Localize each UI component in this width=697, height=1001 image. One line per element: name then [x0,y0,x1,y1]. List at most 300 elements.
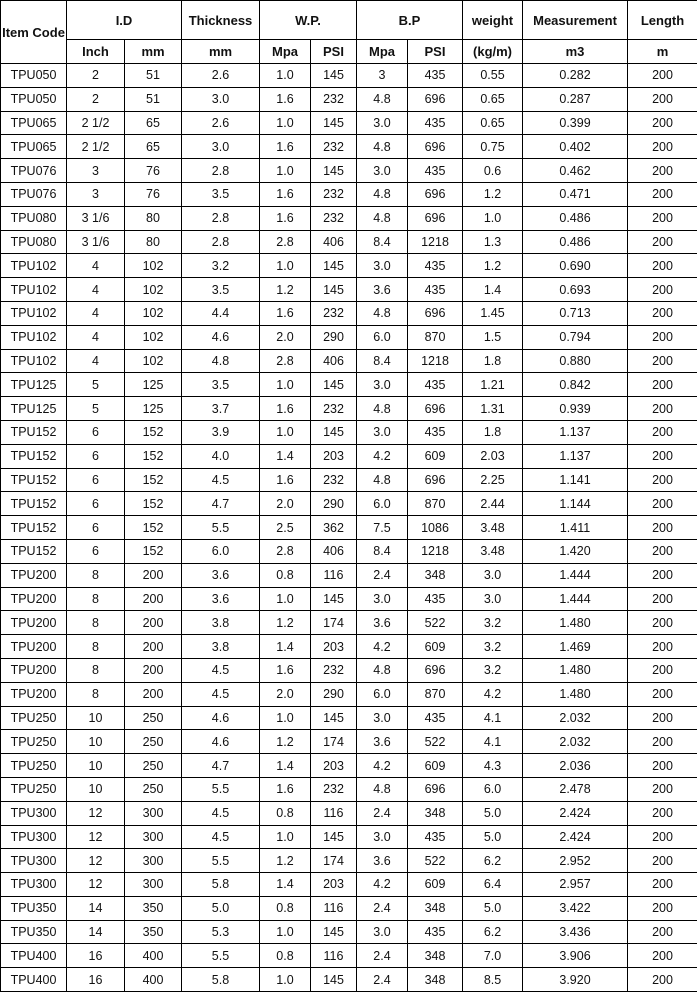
cell-id-mm: 200 [125,658,182,682]
cell-id-mm: 200 [125,611,182,635]
cell-item-code: TPU076 [1,182,67,206]
cell-measurement: 0.471 [523,182,628,206]
cell-id-inch: 8 [67,658,125,682]
cell-weight: 6.2 [463,920,523,944]
cell-length: 200 [628,492,697,516]
cell-weight: 5.0 [463,896,523,920]
cell-wp-mpa: 1.0 [260,825,311,849]
cell-id-mm: 102 [125,254,182,278]
table-row [1,111,697,135]
cell-id-mm: 152 [125,468,182,492]
cell-wp-psi: 232 [311,135,357,159]
cell-thickness-mm: 4.5 [182,825,260,849]
cell-bp-mpa: 4.2 [357,873,408,897]
cell-item-code: TPU200 [1,682,67,706]
header-bp: B.P [357,1,463,40]
cell-id-mm: 76 [125,159,182,183]
cell-id-mm: 80 [125,230,182,254]
cell-thickness-mm: 4.5 [182,801,260,825]
cell-weight: 4.1 [463,706,523,730]
cell-wp-mpa: 1.6 [260,182,311,206]
cell-bp-mpa: 6.0 [357,325,408,349]
cell-weight: 4.3 [463,754,523,778]
subheader-bp-psi: PSI [408,40,463,64]
header-weight: weight [463,1,523,40]
cell-measurement: 0.402 [523,135,628,159]
cell-bp-mpa: 2.4 [357,896,408,920]
cell-measurement: 1.411 [523,516,628,540]
cell-id-inch: 2 [67,87,125,111]
table-row [1,611,697,635]
cell-wp-mpa: 1.2 [260,278,311,302]
cell-id-mm: 200 [125,635,182,659]
cell-wp-mpa: 2.8 [260,539,311,563]
cell-wp-mpa: 1.2 [260,611,311,635]
cell-measurement: 1.469 [523,635,628,659]
cell-weight: 0.6 [463,159,523,183]
cell-length: 200 [628,849,697,873]
cell-thickness-mm: 2.8 [182,230,260,254]
cell-item-code: TPU250 [1,730,67,754]
cell-length: 200 [628,730,697,754]
cell-thickness-mm: 4.4 [182,301,260,325]
cell-id-mm: 400 [125,944,182,968]
cell-wp-mpa: 2.8 [260,230,311,254]
cell-weight: 1.31 [463,397,523,421]
cell-length: 200 [628,325,697,349]
cell-bp-mpa: 4.8 [357,87,408,111]
cell-bp-psi: 696 [408,206,463,230]
cell-thickness-mm: 3.5 [182,373,260,397]
table-row [1,492,697,516]
cell-thickness-mm: 4.0 [182,444,260,468]
cell-id-inch: 16 [67,944,125,968]
table-row [1,968,697,992]
table-row [1,373,697,397]
cell-wp-mpa: 1.0 [260,159,311,183]
cell-item-code: TPU102 [1,325,67,349]
cell-id-mm: 102 [125,325,182,349]
cell-length: 200 [628,516,697,540]
cell-id-mm: 300 [125,801,182,825]
cell-wp-mpa: 1.6 [260,777,311,801]
cell-bp-psi: 1086 [408,516,463,540]
table-row [1,64,697,88]
cell-measurement: 3.920 [523,968,628,992]
cell-bp-mpa: 8.4 [357,230,408,254]
cell-bp-psi: 435 [408,111,463,135]
cell-bp-mpa: 3 [357,64,408,88]
cell-wp-psi: 406 [311,349,357,373]
cell-weight: 1.2 [463,182,523,206]
cell-id-mm: 152 [125,444,182,468]
cell-item-code: TPU200 [1,587,67,611]
cell-length: 200 [628,611,697,635]
cell-bp-psi: 609 [408,754,463,778]
cell-id-inch: 12 [67,873,125,897]
cell-wp-psi: 232 [311,301,357,325]
cell-bp-mpa: 3.6 [357,730,408,754]
cell-weight: 7.0 [463,944,523,968]
cell-wp-psi: 174 [311,730,357,754]
cell-item-code: TPU102 [1,278,67,302]
cell-length: 200 [628,777,697,801]
cell-length: 200 [628,944,697,968]
cell-bp-psi: 435 [408,420,463,444]
cell-length: 200 [628,87,697,111]
cell-thickness-mm: 4.6 [182,706,260,730]
cell-wp-mpa: 1.0 [260,111,311,135]
cell-wp-psi: 145 [311,64,357,88]
cell-measurement: 0.486 [523,230,628,254]
cell-thickness-mm: 4.5 [182,468,260,492]
cell-id-mm: 65 [125,111,182,135]
cell-bp-mpa: 3.0 [357,373,408,397]
cell-thickness-mm: 5.5 [182,849,260,873]
cell-bp-psi: 696 [408,468,463,492]
cell-measurement: 0.939 [523,397,628,421]
cell-bp-psi: 696 [408,658,463,682]
cell-id-mm: 125 [125,397,182,421]
cell-thickness-mm: 3.8 [182,635,260,659]
cell-length: 200 [628,896,697,920]
cell-bp-psi: 435 [408,254,463,278]
table-row [1,254,697,278]
cell-length: 200 [628,658,697,682]
cell-bp-psi: 348 [408,563,463,587]
cell-weight: 6.0 [463,777,523,801]
table-row [1,420,697,444]
cell-id-mm: 300 [125,849,182,873]
cell-bp-psi: 696 [408,135,463,159]
cell-wp-mpa: 1.0 [260,968,311,992]
table-row [1,873,697,897]
cell-bp-psi: 522 [408,849,463,873]
cell-id-inch: 8 [67,635,125,659]
cell-weight: 1.45 [463,301,523,325]
table-row [1,587,697,611]
cell-item-code: TPU200 [1,563,67,587]
cell-wp-mpa: 1.6 [260,468,311,492]
cell-measurement: 0.462 [523,159,628,183]
cell-item-code: TPU102 [1,254,67,278]
cell-bp-psi: 522 [408,611,463,635]
cell-bp-mpa: 4.8 [357,468,408,492]
cell-bp-psi: 348 [408,944,463,968]
cell-length: 200 [628,397,697,421]
cell-item-code: TPU065 [1,111,67,135]
header-id: I.D [67,1,182,40]
table-row [1,658,697,682]
cell-weight: 4.1 [463,730,523,754]
cell-measurement: 2.478 [523,777,628,801]
cell-item-code: TPU300 [1,825,67,849]
cell-wp-psi: 406 [311,539,357,563]
cell-bp-psi: 435 [408,373,463,397]
cell-id-inch: 3 [67,182,125,206]
cell-weight: 3.0 [463,587,523,611]
cell-bp-mpa: 7.5 [357,516,408,540]
cell-measurement: 1.444 [523,587,628,611]
cell-measurement: 1.480 [523,658,628,682]
cell-weight: 6.2 [463,849,523,873]
cell-measurement: 1.420 [523,539,628,563]
cell-id-mm: 76 [125,182,182,206]
cell-length: 200 [628,468,697,492]
cell-bp-psi: 696 [408,397,463,421]
cell-thickness-mm: 3.9 [182,420,260,444]
cell-wp-mpa: 1.0 [260,706,311,730]
cell-item-code: TPU125 [1,397,67,421]
cell-length: 200 [628,920,697,944]
cell-id-inch: 8 [67,611,125,635]
cell-id-inch: 14 [67,920,125,944]
cell-thickness-mm: 5.3 [182,920,260,944]
cell-wp-mpa: 1.0 [260,920,311,944]
cell-item-code: TPU300 [1,849,67,873]
cell-id-inch: 4 [67,301,125,325]
cell-wp-psi: 203 [311,754,357,778]
cell-weight: 2.25 [463,468,523,492]
cell-measurement: 0.690 [523,254,628,278]
cell-id-inch: 16 [67,968,125,992]
cell-bp-mpa: 4.8 [357,658,408,682]
cell-item-code: TPU080 [1,206,67,230]
cell-id-inch: 3 [67,159,125,183]
subheader-bp-mpa: Mpa [357,40,408,64]
cell-bp-mpa: 6.0 [357,492,408,516]
cell-wp-mpa: 0.8 [260,563,311,587]
cell-wp-psi: 232 [311,397,357,421]
cell-id-mm: 65 [125,135,182,159]
cell-wp-psi: 145 [311,254,357,278]
cell-weight: 1.21 [463,373,523,397]
cell-bp-mpa: 4.8 [357,206,408,230]
cell-wp-mpa: 0.8 [260,944,311,968]
cell-bp-mpa: 3.0 [357,587,408,611]
cell-weight: 3.0 [463,563,523,587]
cell-wp-psi: 145 [311,278,357,302]
cell-thickness-mm: 5.8 [182,873,260,897]
cell-thickness-mm: 4.5 [182,682,260,706]
table-row [1,730,697,754]
cell-id-inch: 8 [67,682,125,706]
cell-measurement: 0.399 [523,111,628,135]
cell-thickness-mm: 2.6 [182,64,260,88]
cell-bp-mpa: 3.6 [357,611,408,635]
cell-item-code: TPU102 [1,301,67,325]
cell-weight: 5.0 [463,825,523,849]
cell-item-code: TPU152 [1,444,67,468]
cell-bp-mpa: 4.8 [357,135,408,159]
cell-wp-psi: 362 [311,516,357,540]
cell-weight: 2.03 [463,444,523,468]
cell-bp-mpa: 3.0 [357,920,408,944]
cell-measurement: 0.794 [523,325,628,349]
cell-wp-psi: 203 [311,635,357,659]
cell-length: 200 [628,278,697,302]
cell-thickness-mm: 2.8 [182,206,260,230]
cell-wp-mpa: 1.6 [260,301,311,325]
cell-id-inch: 6 [67,420,125,444]
cell-measurement: 1.480 [523,611,628,635]
cell-id-mm: 102 [125,278,182,302]
cell-thickness-mm: 3.6 [182,563,260,587]
table-row [1,539,697,563]
cell-thickness-mm: 5.5 [182,516,260,540]
cell-wp-mpa: 1.0 [260,64,311,88]
cell-bp-psi: 870 [408,492,463,516]
cell-length: 200 [628,682,697,706]
cell-weight: 1.5 [463,325,523,349]
cell-wp-mpa: 1.6 [260,87,311,111]
cell-id-inch: 14 [67,896,125,920]
cell-measurement: 1.137 [523,444,628,468]
cell-item-code: TPU250 [1,777,67,801]
subheader-wp-mpa: Mpa [260,40,311,64]
cell-bp-mpa: 2.4 [357,801,408,825]
cell-measurement: 0.713 [523,301,628,325]
cell-wp-psi: 174 [311,611,357,635]
cell-wp-psi: 145 [311,420,357,444]
cell-wp-mpa: 1.0 [260,373,311,397]
cell-thickness-mm: 3.0 [182,135,260,159]
cell-wp-psi: 145 [311,825,357,849]
table-row [1,896,697,920]
cell-wp-psi: 290 [311,492,357,516]
table-row [1,920,697,944]
cell-wp-mpa: 1.4 [260,873,311,897]
table-row [1,444,697,468]
cell-wp-psi: 145 [311,968,357,992]
cell-bp-psi: 435 [408,159,463,183]
cell-id-mm: 152 [125,539,182,563]
cell-id-inch: 6 [67,516,125,540]
cell-weight: 1.0 [463,206,523,230]
cell-thickness-mm: 4.6 [182,730,260,754]
cell-item-code: TPU200 [1,658,67,682]
cell-bp-mpa: 3.0 [357,159,408,183]
cell-id-mm: 350 [125,896,182,920]
cell-length: 200 [628,64,697,88]
cell-bp-psi: 609 [408,635,463,659]
table-row [1,87,697,111]
cell-wp-psi: 116 [311,801,357,825]
subheader-thickness-mm: mm [182,40,260,64]
cell-bp-psi: 348 [408,968,463,992]
cell-bp-mpa: 2.4 [357,968,408,992]
table-row [1,706,697,730]
table-row [1,777,697,801]
cell-bp-psi: 1218 [408,349,463,373]
cell-bp-mpa: 4.2 [357,635,408,659]
cell-length: 200 [628,349,697,373]
cell-length: 200 [628,420,697,444]
cell-bp-mpa: 4.8 [357,301,408,325]
subheader-id-mm: mm [125,40,182,64]
cell-id-inch: 3 1/6 [67,230,125,254]
table-row [1,230,697,254]
cell-bp-mpa: 3.0 [357,420,408,444]
cell-length: 200 [628,373,697,397]
cell-item-code: TPU200 [1,635,67,659]
cell-id-inch: 2 1/2 [67,111,125,135]
cell-item-code: TPU400 [1,968,67,992]
subheader-inch: Inch [67,40,125,64]
cell-wp-mpa: 2.0 [260,682,311,706]
cell-length: 200 [628,968,697,992]
cell-thickness-mm: 3.5 [182,182,260,206]
cell-wp-mpa: 1.0 [260,254,311,278]
cell-wp-psi: 145 [311,587,357,611]
cell-measurement: 0.282 [523,64,628,88]
cell-measurement: 1.144 [523,492,628,516]
cell-id-mm: 300 [125,873,182,897]
cell-bp-psi: 522 [408,730,463,754]
cell-wp-psi: 116 [311,944,357,968]
cell-wp-mpa: 1.6 [260,658,311,682]
cell-weight: 1.8 [463,420,523,444]
table-row [1,349,697,373]
cell-id-mm: 250 [125,754,182,778]
cell-wp-mpa: 1.0 [260,420,311,444]
cell-wp-psi: 116 [311,563,357,587]
cell-wp-mpa: 2.8 [260,349,311,373]
cell-bp-mpa: 3.6 [357,849,408,873]
cell-bp-psi: 348 [408,801,463,825]
cell-wp-psi: 290 [311,325,357,349]
cell-wp-psi: 232 [311,777,357,801]
cell-bp-mpa: 3.6 [357,278,408,302]
cell-id-mm: 51 [125,87,182,111]
cell-item-code: TPU065 [1,135,67,159]
cell-thickness-mm: 4.8 [182,349,260,373]
cell-id-mm: 152 [125,492,182,516]
cell-weight: 3.2 [463,658,523,682]
cell-thickness-mm: 2.8 [182,159,260,183]
cell-id-mm: 102 [125,349,182,373]
cell-measurement: 1.137 [523,420,628,444]
cell-id-mm: 350 [125,920,182,944]
cell-bp-mpa: 6.0 [357,682,408,706]
cell-wp-psi: 203 [311,873,357,897]
cell-wp-psi: 232 [311,658,357,682]
cell-wp-mpa: 1.6 [260,206,311,230]
cell-weight: 3.48 [463,516,523,540]
cell-measurement: 0.842 [523,373,628,397]
cell-bp-psi: 435 [408,278,463,302]
cell-measurement: 0.693 [523,278,628,302]
table-row [1,468,697,492]
cell-wp-psi: 232 [311,468,357,492]
cell-id-mm: 125 [125,373,182,397]
cell-weight: 1.3 [463,230,523,254]
cell-id-inch: 4 [67,254,125,278]
cell-id-mm: 152 [125,420,182,444]
cell-bp-mpa: 2.4 [357,563,408,587]
cell-weight: 1.2 [463,254,523,278]
cell-wp-mpa: 1.0 [260,587,311,611]
table-row [1,944,697,968]
cell-weight: 0.65 [463,87,523,111]
cell-measurement: 2.032 [523,706,628,730]
cell-wp-psi: 145 [311,706,357,730]
cell-thickness-mm: 3.2 [182,254,260,278]
subheader-wp-psi: PSI [311,40,357,64]
cell-weight: 3.2 [463,635,523,659]
cell-thickness-mm: 4.7 [182,492,260,516]
cell-measurement: 1.480 [523,682,628,706]
